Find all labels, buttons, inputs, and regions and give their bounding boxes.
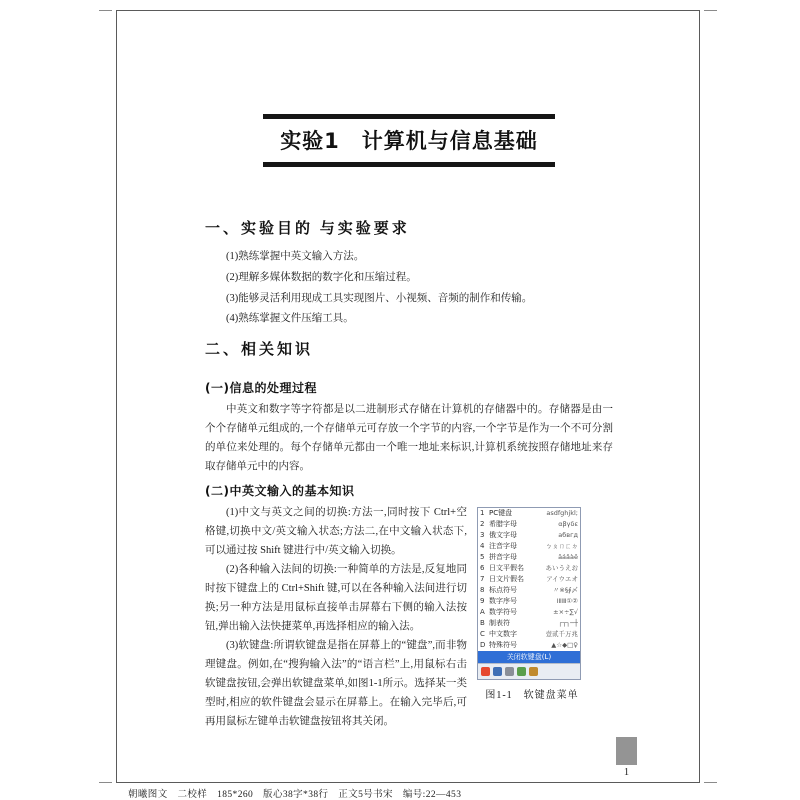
menu-item-key: 4 — [480, 542, 485, 550]
menu-item-key: 6 — [480, 564, 485, 572]
figure-caption: 图1-1 软键盘菜单 — [485, 690, 579, 701]
crop-mark — [704, 782, 717, 783]
menu-item-key: 7 — [480, 575, 485, 583]
menu-item-sample: āáǎàē — [558, 553, 578, 561]
menu-item-label: 俄文字母 — [489, 531, 517, 539]
menu-close-item: 关闭软键盘(L) — [478, 651, 580, 663]
menu-item — [478, 563, 580, 574]
menu-item-key: 1 — [480, 509, 485, 517]
subsection-2-heading: (二)中英文输入的基本知识 — [205, 484, 355, 498]
menu-item-sample: あいうえお — [545, 564, 578, 572]
menu-item-label: 特殊符号 — [489, 641, 517, 649]
menu-item-sample: ±×÷∑√ — [553, 608, 578, 616]
production-footer: 朝曦图文 二校样 185*260 版心38字*38行 正文5号书宋 编号:22—453 — [128, 790, 462, 800]
list-item: (3)能够灵活利用现成工具实现图片、小视频、音频的制作和传输。 — [226, 292, 533, 304]
menu-item — [478, 530, 580, 541]
subsection-2-body — [205, 503, 613, 731]
menu-item-sample: ㄅㄆㄇㄈㄉ — [545, 542, 578, 550]
menu-item-key: 9 — [480, 597, 485, 605]
section-objectives-heading: 一、实验目的 与实验要求 — [205, 221, 410, 237]
menu-item-sample: asdfghjkl; — [546, 509, 578, 517]
menu-item — [478, 640, 580, 651]
menu-item-key: C — [480, 630, 485, 638]
crop-mark — [99, 782, 112, 783]
menu-item-key: 8 — [480, 586, 485, 594]
menu-item-label: 数学符号 — [489, 608, 517, 616]
menu-item — [478, 541, 580, 552]
paragraph: (2)各种输入法间的切换:一种简单的方法是,反复地同时按下键盘上的 Ctrl+Shift 键,可以在各种输入法间进行切换;另一种方法是用鼠标直接单击屏幕右下侧的输入法按钮,弹出输入法快捷菜单,再选择相应的输入法。 — [205, 564, 467, 632]
menu-item — [478, 519, 580, 530]
sogou-logo-icon — [481, 667, 490, 676]
menu-item-sample: アイウエオ — [546, 575, 578, 583]
menu-item-sample: ▲☆◆□♀ — [551, 641, 578, 649]
soft-keyboard-menu-screenshot — [477, 507, 581, 680]
subsection-1-heading: (一)信息的处理过程 — [205, 381, 317, 395]
menu-item-label: 日文片假名 — [489, 575, 524, 583]
page-number: 1 — [623, 767, 630, 778]
menu-item-label: 希腊字母 — [489, 520, 517, 528]
menu-item-key: A — [480, 608, 485, 616]
menu-item-sample: 〃※§∮〆 — [552, 586, 578, 594]
menu-item — [478, 618, 580, 629]
menu-item-label: 中文数字 — [489, 630, 517, 638]
menu-item-sample: αβγδε — [558, 520, 578, 528]
crop-mark — [99, 10, 112, 11]
menu-item-sample: 壹贰千万兆 — [545, 630, 578, 638]
menu-item-key: 5 — [480, 553, 485, 561]
input-mode-icon — [493, 667, 502, 676]
title-block — [205, 114, 613, 167]
menu-item-sample: ⅠⅡⅢ①② — [556, 597, 578, 605]
subsection-1-body — [205, 400, 613, 476]
paragraph: (3)软键盘:所谓软键盘是指在屏幕上的“键盘”,而非物理键盘。例如,在“搜狗输入法”的“语言栏”上,用鼠标右击软键盘按钮,会弹出软键盘菜单,如图1-1所示。选择某一类型时,相应的软件键盘会显示在屏幕上。在输入完毕后,可再用鼠标左键单击软键盘按钮将其关闭。 — [205, 640, 467, 727]
menu-item — [478, 508, 580, 519]
menu-item-label: 注音字母 — [489, 542, 517, 550]
title-rule-box — [263, 114, 555, 167]
chapter-thumb-tab — [616, 737, 637, 765]
menu-item-key: 2 — [480, 520, 485, 528]
menu-item-sample: ┌┬┐─┼ — [558, 619, 578, 627]
section-knowledge-heading: 二、相关知识 — [205, 342, 314, 358]
menu-item-key: B — [480, 619, 485, 627]
menu-item — [478, 629, 580, 640]
menu-item-label: 数字序号 — [489, 597, 517, 605]
sogou-language-bar — [478, 663, 580, 679]
paragraph: (1)中文与英文之间的切换:方法一,同时按下 Ctrl+空格键,切换中文/英文输入状态;方法二,在中文输入状态下,可以通过按 Shift 键进行中/英文输入切换。 — [205, 507, 467, 556]
figure-soft-keyboard-menu — [477, 507, 587, 705]
crop-mark — [704, 10, 717, 11]
menu-item — [478, 574, 580, 585]
menu-item — [478, 585, 580, 596]
menu-item-label: PC键盘 — [489, 509, 513, 517]
menu-item — [478, 596, 580, 607]
menu-item-label: 制表符 — [489, 619, 510, 627]
list-item: (4)熟练掌握文件压缩工具。 — [226, 313, 354, 325]
objectives-list — [205, 247, 613, 330]
soft-keyboard-icon — [529, 667, 538, 676]
list-item: (1)熟练掌握中英文输入方法。 — [226, 251, 365, 262]
menu-item-key: 3 — [480, 531, 485, 539]
page-title: 实验1 计算机与信息基础 — [280, 129, 538, 153]
menu-item-label: 标点符号 — [489, 586, 517, 594]
menu-item — [478, 552, 580, 563]
menu-item-label: 拼音字母 — [489, 553, 517, 561]
paragraph: 中英文和数字等字符都是以二进制形式存储在计算机的存储器中的。存储器是由一个个存储单元组成的,一个存储单元可存放一个字节的内容,一个字节是作为一个不可分割的单位来处理的。每个存储单元都由一个唯一地址来标识,计算机系统按照存储地址来存取存储单元中的内容。 — [205, 404, 613, 472]
punctuation-icon — [517, 667, 526, 676]
menu-item-sample: абвгд — [558, 531, 578, 539]
list-item: (2)理解多媒体数据的数字化和压缩过程。 — [226, 271, 417, 283]
menu-item — [478, 607, 580, 618]
full-half-width-icon — [505, 667, 514, 676]
menu-item-label: 日文平假名 — [489, 564, 524, 572]
menu-item-key: D — [480, 641, 486, 649]
